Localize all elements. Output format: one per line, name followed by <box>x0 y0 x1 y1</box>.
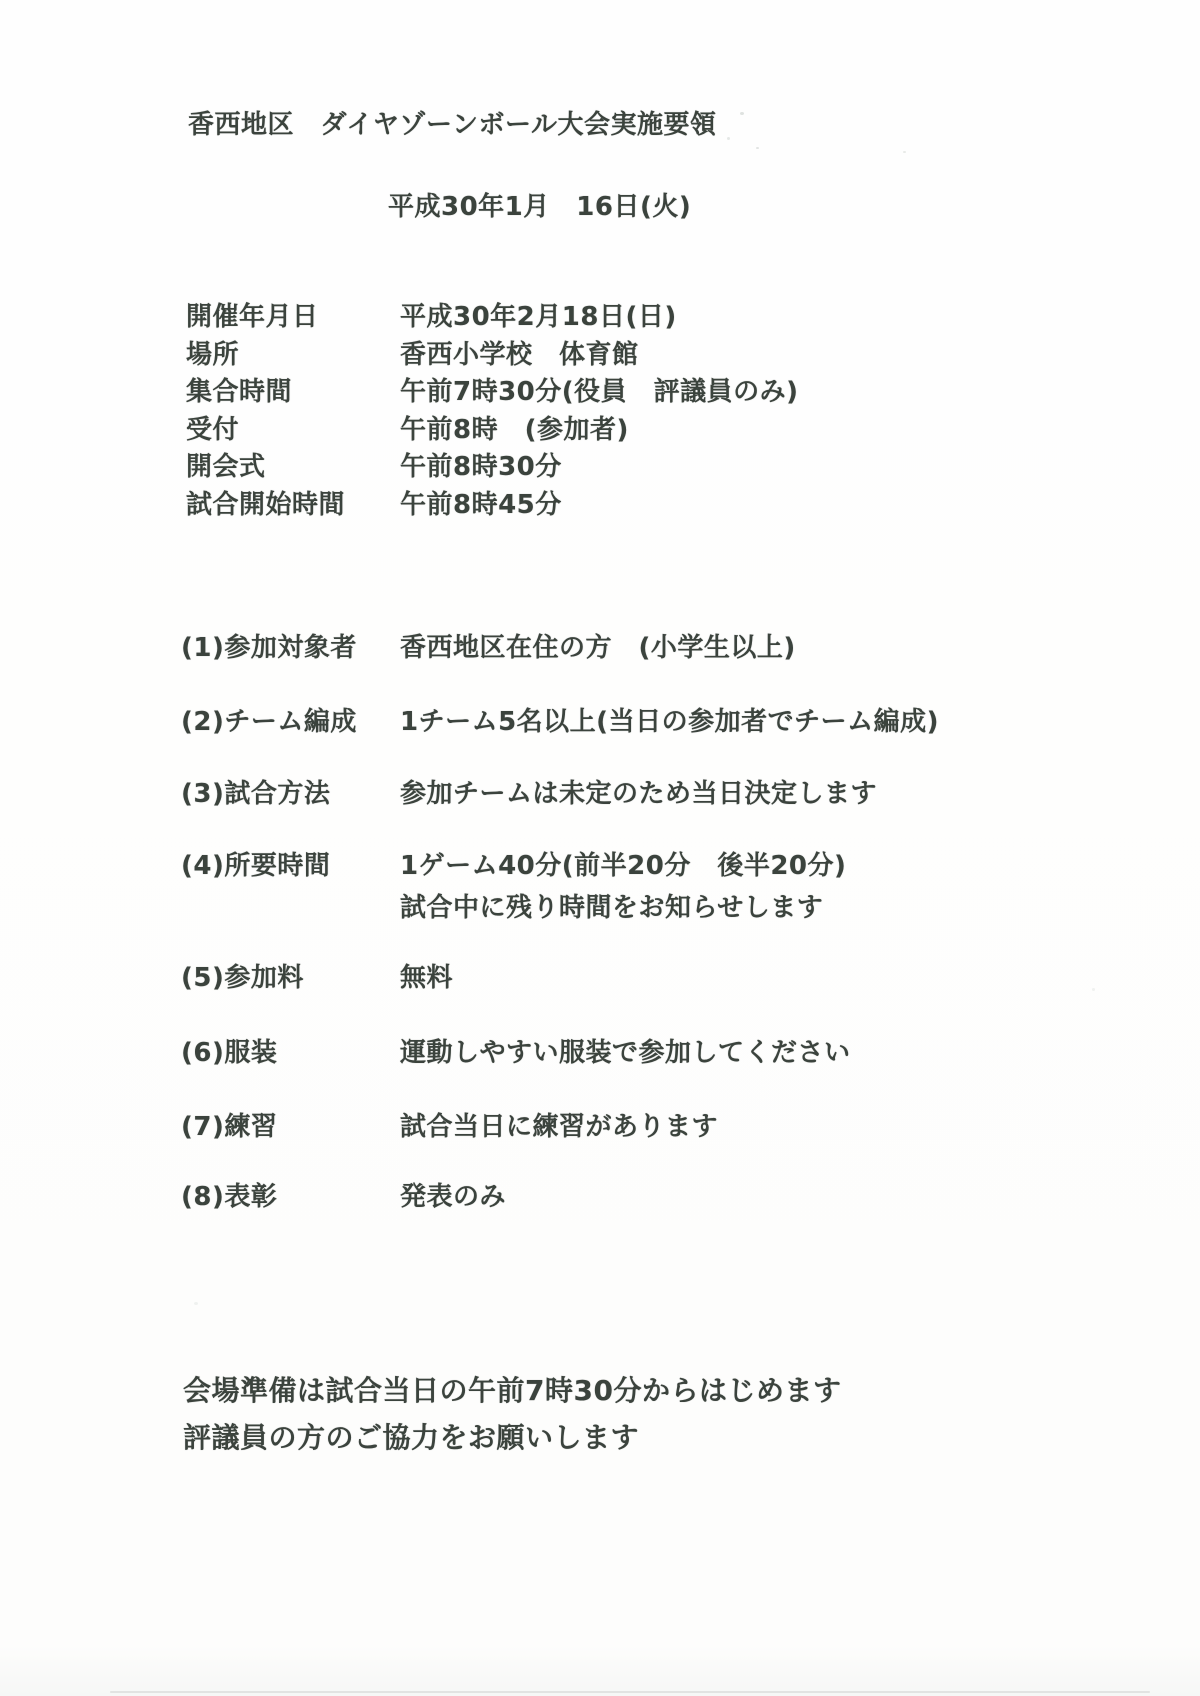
item-number: (7) <box>181 1112 225 1142</box>
item-number: (3) <box>181 779 225 809</box>
detail-value: 午前8時30分 <box>400 452 562 483</box>
item-label: 練習 <box>224 1112 278 1142</box>
detail-value: 香西小学校 体育館 <box>400 339 639 370</box>
item-number: (6) <box>181 1038 225 1068</box>
item-value: 無料 <box>400 963 454 993</box>
item-value: 1チーム5名以上(当日の参加者でチーム編成) <box>400 707 939 737</box>
item-label: チーム編成 <box>224 707 357 737</box>
scan-speckle <box>756 147 759 149</box>
item-number: (4) <box>181 851 225 881</box>
detail-value: 午前7時30分(役員 評議員のみ) <box>400 377 799 408</box>
item-value: 1ゲーム40分(前半20分 後半20分) <box>400 851 847 881</box>
detail-row-place <box>0 334 1200 372</box>
detail-row-reception <box>0 409 1200 447</box>
scan-speckle <box>727 137 730 140</box>
detail-value: 午前8時45分 <box>400 489 562 520</box>
item-value: 試合当日に練習があります <box>400 1112 719 1142</box>
scan-speckle <box>903 151 906 153</box>
numbered-item-fee <box>0 963 1200 994</box>
detail-label: 試合開始時間 <box>186 489 346 520</box>
footer-note-line2: 評議員の方のご協力をお願いします <box>183 1421 640 1454</box>
numbered-item-game-method <box>0 779 1200 810</box>
scan-edge-artifact <box>110 1691 1150 1693</box>
item-number: (1) <box>181 633 225 663</box>
numbered-item-awards <box>0 1182 1200 1213</box>
numbered-item-team-formation <box>0 707 1200 738</box>
detail-label: 開会式 <box>186 452 266 483</box>
item-label: 試合方法 <box>224 779 331 809</box>
detail-label: 場所 <box>186 339 240 370</box>
detail-label: 開催年月日 <box>186 302 319 333</box>
detail-row-game-start <box>0 484 1200 522</box>
footer-note-line1: 会場準備は試合当日の午前7時30分からはじめます <box>183 1374 842 1407</box>
scan-speckle <box>194 1302 198 1305</box>
item-value-line2: 試合中に残り時間をお知らせします <box>400 893 824 923</box>
detail-label: 集合時間 <box>186 377 293 408</box>
numbered-item-duration <box>0 851 1200 923</box>
item-label: 参加対象者 <box>224 633 357 663</box>
detail-value: 平成30年2月18日(日) <box>400 302 677 333</box>
detail-row-meeting-time <box>0 371 1200 409</box>
item-number: (8) <box>181 1182 225 1212</box>
item-value: 発表のみ <box>400 1182 507 1212</box>
item-number: (5) <box>181 963 225 993</box>
item-value: 参加チームは未定のため当日決定します <box>400 779 878 809</box>
document-date: 平成30年1月 16日(火) <box>388 192 692 222</box>
detail-row-opening-ceremony <box>0 446 1200 484</box>
numbered-item-clothing <box>0 1038 1200 1069</box>
page-title: 香西地区 ダイヤゾーンボール大会実施要領 <box>188 110 717 140</box>
detail-value: 午前8時 (参加者) <box>400 414 629 445</box>
numbered-item-participants <box>0 633 1200 664</box>
item-value: 香西地区在住の方 (小学生以上) <box>400 633 796 663</box>
scan-speckle <box>1092 988 1095 991</box>
detail-row-date <box>0 296 1200 334</box>
item-label: 参加料 <box>224 963 304 993</box>
item-label: 服装 <box>224 1038 278 1068</box>
item-value: 運動しやすい服装で参加してください <box>400 1038 851 1068</box>
scan-speckle <box>740 112 744 115</box>
numbered-item-practice <box>0 1112 1200 1143</box>
item-number: (2) <box>181 707 225 737</box>
item-label: 所要時間 <box>224 851 331 881</box>
detail-label: 受付 <box>186 414 240 445</box>
item-label: 表彰 <box>224 1182 278 1212</box>
event-details-block <box>0 296 1200 521</box>
